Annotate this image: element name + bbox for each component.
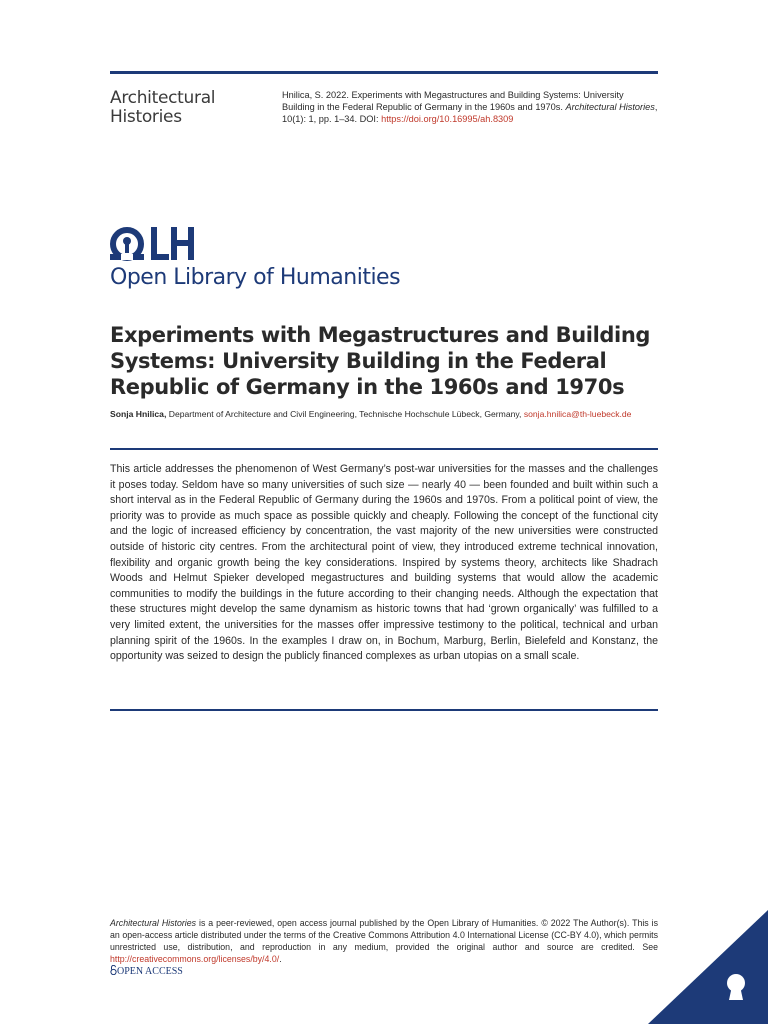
author-affiliation: Department of Architecture and Civil Engineering, Technische Hochschule Lübeck, Germany,	[166, 409, 524, 419]
citation-details: , 10(1): 1, pp. 1–34. DOI:	[282, 102, 658, 124]
citation-text: Hnilica, S. 2022. Experiments with Megastructures and Building Systems: University Building in the Federal Republic of Germany in the 1960s and 1970s.	[282, 90, 624, 112]
author-line	[110, 408, 658, 420]
footer-journal: Architectural Histories	[110, 918, 197, 928]
open-access-badge	[110, 965, 183, 977]
olh-logo-icon	[108, 222, 208, 271]
doi-link[interactable]: https://doi.org/10.16995/ah.8309	[381, 114, 514, 124]
footer-license-text: is a peer-reviewed, open access journal published by the Open Library of Humanities. © 2022 The Author(s). This is an open-access article distributed under the terms of the Creative Commons Attribution 4.0 International License (CC-BY 4.0), which permits unrestricted use, distribution, and reproduction in any medium, provided the original author and source are credited. See	[110, 918, 658, 952]
citation	[282, 89, 658, 125]
license-notice	[110, 917, 658, 965]
abstract: This article addresses the phenomenon of West Germany’s post-war universities for the masses and the challenges it poses today. Seldom have so many universities of such size — nearly 40 — been founded and built within such a short interval as in the Federal Republic of Germany during the 1960s and 1970s. From a political point of view, the priority was to provide as much space as possible quickly and cheaply. Following the concept of the functional city and the logic of increased efficiency by concentration, the vast majority of the new universities were constructed outside of historic city centres. From the architectural point of view, they introduced extreme technical innovation, flexibility and organic growth being the key considerations. Inspired by systems theory, architects like Shadrach Woods and Helmut Spieker developed megastructures and building systems that would allow the academic communities to modify the buildings in the future according to their changing needs. Although the expectation that these structures might develop the same dynamism as historic towns that had ‘grown organically’ was fulfilled to a very limited extent, the universities for the masses offer impressive testimony to the political, technical and urban planning spirit of the 1960s. In the examples I draw on, in Bochum, Marburg, Berlin, Bielefeld and Konstanz, the opportunity was seized to design the publicly financed complexes as urban utopias on a small scale.	[110, 463, 658, 663]
open-lock-icon	[110, 965, 117, 975]
publisher-name: Open Library of Humanities	[110, 265, 401, 290]
author-name: Sonja Hnilica,	[110, 409, 167, 419]
license-link[interactable]: http://creativecommons.org/licenses/by/4.0/	[110, 954, 280, 964]
article-title: Experiments with Megastructures and Building Systems: University Building in the Federal Republic of Germany in the 1960s and 1970s	[110, 323, 651, 399]
author-email[interactable]: sonja.hnilica@th-luebeck.de	[523, 409, 632, 419]
footer-text-end: .	[279, 954, 282, 964]
journal-name-line2: Histories	[110, 107, 182, 127]
abstract-bottom-rule	[110, 709, 658, 711]
corner-triangle	[648, 910, 768, 1024]
top-rule	[110, 71, 658, 74]
citation-journal: Architectural Histories	[565, 102, 655, 112]
open-access-label: OPEN ACCESS	[117, 966, 183, 977]
journal-name-line1: Architectural	[110, 88, 216, 108]
abstract-top-rule	[110, 448, 658, 450]
journal-name	[110, 89, 260, 127]
